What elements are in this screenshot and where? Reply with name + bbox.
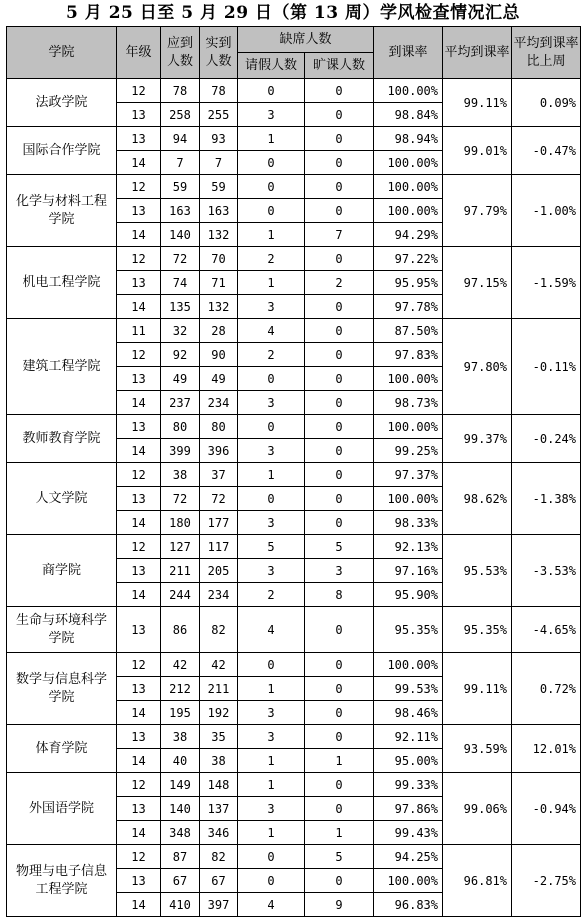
truant-cell: 1: [305, 749, 374, 773]
attendance-summary-table: [6, 26, 581, 917]
truant-cell: 9: [305, 893, 374, 917]
actual-cell: 177: [200, 511, 238, 535]
leave-cell: 3: [238, 701, 305, 725]
header-grade: 年级: [117, 27, 161, 79]
college-name: 物理与电子信息工程学院: [7, 845, 117, 917]
table-row: [7, 127, 581, 151]
leave-cell: 0: [238, 487, 305, 511]
college-name: 外国语学院: [7, 773, 117, 845]
avg-rate-cell: 97.79%: [443, 175, 512, 247]
grade-cell: 12: [117, 845, 161, 869]
expected-cell: 67: [161, 869, 200, 893]
actual-cell: 7: [200, 151, 238, 175]
actual-cell: 192: [200, 701, 238, 725]
actual-cell: 67: [200, 869, 238, 893]
expected-cell: 38: [161, 725, 200, 749]
truant-cell: 0: [305, 127, 374, 151]
leave-cell: 3: [238, 439, 305, 463]
grade-cell: 12: [117, 247, 161, 271]
actual-cell: 132: [200, 223, 238, 247]
expected-cell: 74: [161, 271, 200, 295]
avg-rate-cell: 97.80%: [443, 319, 512, 415]
actual-cell: 70: [200, 247, 238, 271]
change-cell: -4.65%: [512, 607, 581, 653]
table-row: [7, 653, 581, 677]
truant-cell: 0: [305, 439, 374, 463]
grade-cell: 13: [117, 559, 161, 583]
rate-cell: 100.00%: [374, 653, 443, 677]
table-body: [7, 79, 581, 917]
leave-cell: 1: [238, 127, 305, 151]
rate-cell: 99.43%: [374, 821, 443, 845]
expected-cell: 38: [161, 463, 200, 487]
expected-cell: 163: [161, 199, 200, 223]
grade-cell: 13: [117, 677, 161, 701]
grade-cell: 12: [117, 79, 161, 103]
rate-cell: 99.33%: [374, 773, 443, 797]
college-name: 教师教育学院: [7, 415, 117, 463]
truant-cell: 0: [305, 487, 374, 511]
table-row: [7, 415, 581, 439]
leave-cell: 0: [238, 175, 305, 199]
header-truant: 旷课人数: [305, 53, 374, 79]
table-row: [7, 773, 581, 797]
grade-cell: 12: [117, 773, 161, 797]
rate-cell: 99.25%: [374, 439, 443, 463]
header-absent: 缺席人数: [238, 27, 374, 53]
leave-cell: 0: [238, 653, 305, 677]
actual-cell: 396: [200, 439, 238, 463]
truant-cell: 0: [305, 295, 374, 319]
actual-cell: 42: [200, 653, 238, 677]
rate-cell: 95.90%: [374, 583, 443, 607]
truant-cell: 0: [305, 869, 374, 893]
college-name: 人文学院: [7, 463, 117, 535]
actual-cell: 78: [200, 79, 238, 103]
actual-cell: 28: [200, 319, 238, 343]
grade-cell: 14: [117, 583, 161, 607]
expected-cell: 195: [161, 701, 200, 725]
leave-cell: 4: [238, 607, 305, 653]
truant-cell: 0: [305, 79, 374, 103]
avg-rate-cell: 98.62%: [443, 463, 512, 535]
avg-rate-cell: 96.81%: [443, 845, 512, 917]
header-college: 学院: [7, 27, 117, 79]
leave-cell: 2: [238, 583, 305, 607]
actual-cell: 117: [200, 535, 238, 559]
expected-cell: 140: [161, 797, 200, 821]
rate-cell: 97.22%: [374, 247, 443, 271]
grade-cell: 12: [117, 175, 161, 199]
college-name: 国际合作学院: [7, 127, 117, 175]
expected-cell: 80: [161, 415, 200, 439]
actual-cell: 38: [200, 749, 238, 773]
grade-cell: 13: [117, 797, 161, 821]
leave-cell: 3: [238, 797, 305, 821]
actual-cell: 82: [200, 607, 238, 653]
rate-cell: 97.83%: [374, 343, 443, 367]
expected-cell: 244: [161, 583, 200, 607]
truant-cell: 2: [305, 271, 374, 295]
expected-cell: 87: [161, 845, 200, 869]
grade-cell: 14: [117, 893, 161, 917]
actual-cell: 163: [200, 199, 238, 223]
grade-cell: 12: [117, 535, 161, 559]
rate-cell: 100.00%: [374, 487, 443, 511]
leave-cell: 3: [238, 559, 305, 583]
rate-cell: 98.33%: [374, 511, 443, 535]
truant-cell: 0: [305, 607, 374, 653]
leave-cell: 0: [238, 415, 305, 439]
leave-cell: 1: [238, 821, 305, 845]
header-actual: 实到人数: [200, 27, 238, 79]
actual-cell: 234: [200, 583, 238, 607]
actual-cell: 71: [200, 271, 238, 295]
change-cell: -1.59%: [512, 247, 581, 319]
table-row: [7, 79, 581, 103]
grade-cell: 14: [117, 295, 161, 319]
truant-cell: 5: [305, 845, 374, 869]
grade-cell: 13: [117, 415, 161, 439]
actual-cell: 148: [200, 773, 238, 797]
change-cell: -3.53%: [512, 535, 581, 607]
truant-cell: 3: [305, 559, 374, 583]
actual-cell: 80: [200, 415, 238, 439]
college-name: 商学院: [7, 535, 117, 607]
college-name: 化学与材料工程学院: [7, 175, 117, 247]
actual-cell: 49: [200, 367, 238, 391]
leave-cell: 1: [238, 271, 305, 295]
expected-cell: 399: [161, 439, 200, 463]
avg-rate-cell: 97.15%: [443, 247, 512, 319]
rate-cell: 100.00%: [374, 415, 443, 439]
rate-cell: 87.50%: [374, 319, 443, 343]
grade-cell: 13: [117, 271, 161, 295]
leave-cell: 5: [238, 535, 305, 559]
truant-cell: 0: [305, 701, 374, 725]
actual-cell: 211: [200, 677, 238, 701]
leave-cell: 0: [238, 79, 305, 103]
rate-cell: 94.25%: [374, 845, 443, 869]
truant-cell: 0: [305, 797, 374, 821]
leave-cell: 3: [238, 511, 305, 535]
college-name: 数学与信息科学学院: [7, 653, 117, 725]
grade-cell: 13: [117, 607, 161, 653]
leave-cell: 3: [238, 725, 305, 749]
header-row-top: [7, 27, 581, 53]
truant-cell: 0: [305, 677, 374, 701]
grade-cell: 14: [117, 701, 161, 725]
table-row: [7, 535, 581, 559]
truant-cell: 0: [305, 391, 374, 415]
actual-cell: 37: [200, 463, 238, 487]
truant-cell: 0: [305, 725, 374, 749]
expected-cell: 212: [161, 677, 200, 701]
truant-cell: 0: [305, 319, 374, 343]
college-name: 法政学院: [7, 79, 117, 127]
rate-cell: 100.00%: [374, 175, 443, 199]
actual-cell: 234: [200, 391, 238, 415]
actual-cell: 397: [200, 893, 238, 917]
expected-cell: 348: [161, 821, 200, 845]
actual-cell: 59: [200, 175, 238, 199]
expected-cell: 237: [161, 391, 200, 415]
rate-cell: 100.00%: [374, 199, 443, 223]
expected-cell: 7: [161, 151, 200, 175]
expected-cell: 72: [161, 487, 200, 511]
truant-cell: 7: [305, 223, 374, 247]
rate-cell: 95.00%: [374, 749, 443, 773]
truant-cell: 0: [305, 247, 374, 271]
grade-cell: 12: [117, 653, 161, 677]
change-cell: -1.00%: [512, 175, 581, 247]
rate-cell: 99.53%: [374, 677, 443, 701]
actual-cell: 137: [200, 797, 238, 821]
rate-cell: 100.00%: [374, 151, 443, 175]
expected-cell: 94: [161, 127, 200, 151]
table-row: [7, 463, 581, 487]
grade-cell: 14: [117, 151, 161, 175]
truant-cell: 5: [305, 535, 374, 559]
rate-cell: 94.29%: [374, 223, 443, 247]
expected-cell: 72: [161, 247, 200, 271]
expected-cell: 211: [161, 559, 200, 583]
avg-rate-cell: 99.11%: [443, 653, 512, 725]
expected-cell: 42: [161, 653, 200, 677]
rate-cell: 95.95%: [374, 271, 443, 295]
grade-cell: 13: [117, 199, 161, 223]
change-cell: -0.24%: [512, 415, 581, 463]
truant-cell: 0: [305, 343, 374, 367]
grade-cell: 14: [117, 821, 161, 845]
leave-cell: 3: [238, 391, 305, 415]
table-row: [7, 247, 581, 271]
grade-cell: 11: [117, 319, 161, 343]
change-cell: -0.94%: [512, 773, 581, 845]
avg-rate-cell: 99.06%: [443, 773, 512, 845]
rate-cell: 98.46%: [374, 701, 443, 725]
table-row: [7, 607, 581, 653]
truant-cell: 0: [305, 151, 374, 175]
leave-cell: 1: [238, 773, 305, 797]
expected-cell: 180: [161, 511, 200, 535]
college-name: 建筑工程学院: [7, 319, 117, 415]
rate-cell: 97.37%: [374, 463, 443, 487]
grade-cell: 14: [117, 439, 161, 463]
grade-cell: 13: [117, 725, 161, 749]
actual-cell: 82: [200, 845, 238, 869]
change-cell: -0.47%: [512, 127, 581, 175]
header-vs-last-week: 平均到课率比上周: [512, 27, 581, 79]
header-expected: 应到人数: [161, 27, 200, 79]
rate-cell: 92.13%: [374, 535, 443, 559]
leave-cell: 1: [238, 749, 305, 773]
expected-cell: 135: [161, 295, 200, 319]
college-name: 生命与环境科学学院: [7, 607, 117, 653]
avg-rate-cell: 93.59%: [443, 725, 512, 773]
expected-cell: 92: [161, 343, 200, 367]
truant-cell: 0: [305, 463, 374, 487]
expected-cell: 140: [161, 223, 200, 247]
expected-cell: 149: [161, 773, 200, 797]
expected-cell: 258: [161, 103, 200, 127]
avg-rate-cell: 99.01%: [443, 127, 512, 175]
leave-cell: 1: [238, 463, 305, 487]
grade-cell: 13: [117, 127, 161, 151]
table-row: [7, 845, 581, 869]
truant-cell: 0: [305, 773, 374, 797]
leave-cell: 3: [238, 103, 305, 127]
rate-cell: 92.11%: [374, 725, 443, 749]
rate-cell: 98.73%: [374, 391, 443, 415]
rate-cell: 97.86%: [374, 797, 443, 821]
actual-cell: 93: [200, 127, 238, 151]
leave-cell: 0: [238, 151, 305, 175]
grade-cell: 14: [117, 511, 161, 535]
leave-cell: 4: [238, 319, 305, 343]
rate-cell: 96.83%: [374, 893, 443, 917]
actual-cell: 35: [200, 725, 238, 749]
table-row: [7, 319, 581, 343]
truant-cell: 0: [305, 511, 374, 535]
header-avg-rate: 平均到课率: [443, 27, 512, 79]
leave-cell: 2: [238, 343, 305, 367]
grade-cell: 14: [117, 391, 161, 415]
truant-cell: 0: [305, 175, 374, 199]
rate-cell: 95.35%: [374, 607, 443, 653]
expected-cell: 49: [161, 367, 200, 391]
table-row: [7, 175, 581, 199]
rate-cell: 100.00%: [374, 367, 443, 391]
expected-cell: 86: [161, 607, 200, 653]
expected-cell: 410: [161, 893, 200, 917]
leave-cell: 0: [238, 869, 305, 893]
actual-cell: 255: [200, 103, 238, 127]
rate-cell: 97.16%: [374, 559, 443, 583]
actual-cell: 346: [200, 821, 238, 845]
rate-cell: 100.00%: [374, 79, 443, 103]
actual-cell: 132: [200, 295, 238, 319]
rate-cell: 98.84%: [374, 103, 443, 127]
grade-cell: 13: [117, 367, 161, 391]
truant-cell: 0: [305, 367, 374, 391]
grade-cell: 12: [117, 463, 161, 487]
expected-cell: 78: [161, 79, 200, 103]
actual-cell: 90: [200, 343, 238, 367]
rate-cell: 100.00%: [374, 869, 443, 893]
avg-rate-cell: 95.53%: [443, 535, 512, 607]
avg-rate-cell: 95.35%: [443, 607, 512, 653]
avg-rate-cell: 99.37%: [443, 415, 512, 463]
leave-cell: 1: [238, 223, 305, 247]
leave-cell: 4: [238, 893, 305, 917]
truant-cell: 0: [305, 199, 374, 223]
truant-cell: 0: [305, 415, 374, 439]
expected-cell: 32: [161, 319, 200, 343]
truant-cell: 8: [305, 583, 374, 607]
grade-cell: 13: [117, 103, 161, 127]
expected-cell: 40: [161, 749, 200, 773]
actual-cell: 205: [200, 559, 238, 583]
change-cell: 0.09%: [512, 79, 581, 127]
rate-cell: 97.78%: [374, 295, 443, 319]
leave-cell: 3: [238, 295, 305, 319]
expected-cell: 59: [161, 175, 200, 199]
grade-cell: 12: [117, 343, 161, 367]
actual-cell: 72: [200, 487, 238, 511]
change-cell: -1.38%: [512, 463, 581, 535]
college-name: 体育学院: [7, 725, 117, 773]
avg-rate-cell: 99.11%: [443, 79, 512, 127]
report-title: 5 月 25 日至 5 月 29 日（第 13 周）学风检查情况汇总: [66, 3, 520, 23]
change-cell: -0.11%: [512, 319, 581, 415]
truant-cell: 0: [305, 103, 374, 127]
leave-cell: 0: [238, 367, 305, 391]
header-leave: 请假人数: [238, 53, 305, 79]
grade-cell: 13: [117, 869, 161, 893]
table-row: [7, 725, 581, 749]
expected-cell: 127: [161, 535, 200, 559]
leave-cell: 2: [238, 247, 305, 271]
change-cell: 0.72%: [512, 653, 581, 725]
change-cell: -2.75%: [512, 845, 581, 917]
leave-cell: 1: [238, 677, 305, 701]
truant-cell: 0: [305, 653, 374, 677]
college-name: 机电工程学院: [7, 247, 117, 319]
header-rate: 到课率: [374, 27, 443, 79]
rate-cell: 98.94%: [374, 127, 443, 151]
grade-cell: 13: [117, 487, 161, 511]
leave-cell: 0: [238, 845, 305, 869]
change-cell: 12.01%: [512, 725, 581, 773]
truant-cell: 1: [305, 821, 374, 845]
grade-cell: 14: [117, 223, 161, 247]
grade-cell: 14: [117, 749, 161, 773]
leave-cell: 0: [238, 199, 305, 223]
